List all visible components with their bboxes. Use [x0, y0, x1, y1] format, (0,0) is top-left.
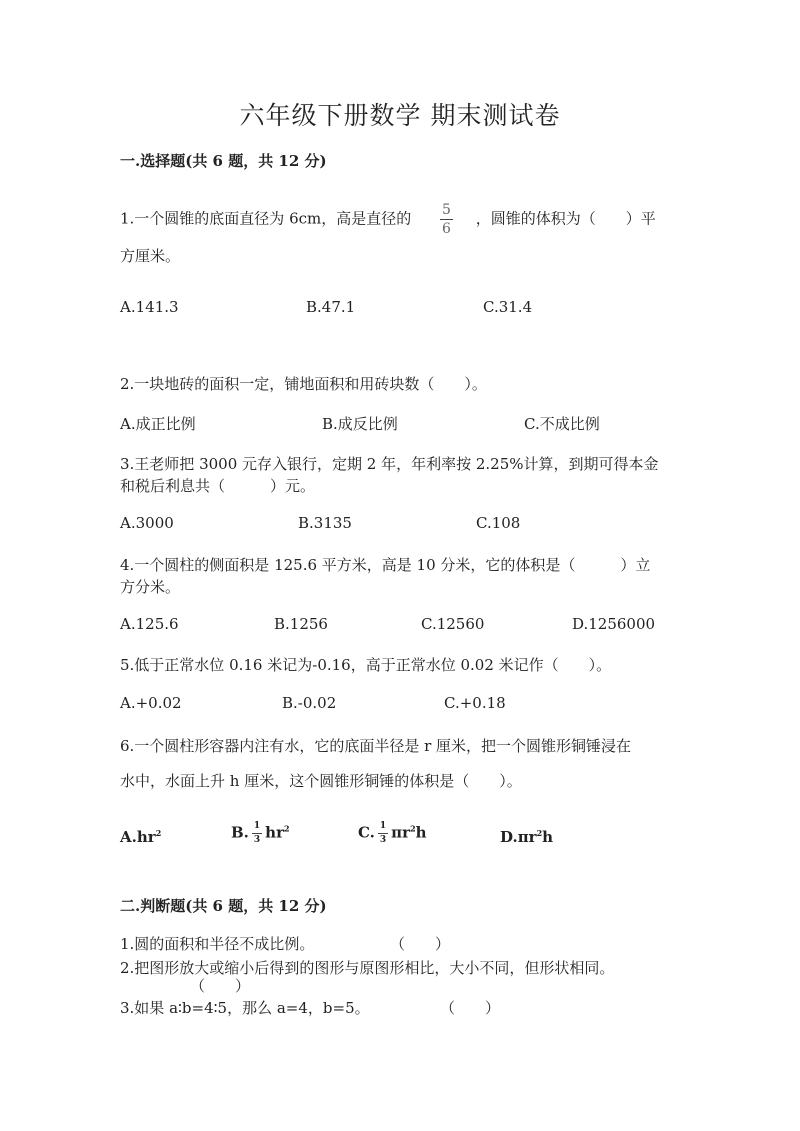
section-choice-header: 一.选择题(共 6 题，共 12 分): [120, 152, 327, 170]
fraction-one-third: [252, 822, 262, 845]
q5-option-a[interactable]: A.+0.02: [120, 694, 182, 712]
q3-option-b[interactable]: B.3135: [298, 514, 352, 532]
q4-option-b[interactable]: B.1256: [274, 615, 328, 633]
judge-item-2: 2.把图形放大或缩小后得到的图形与原图形相比，大小不同，但形状相同。: [120, 959, 615, 977]
option-prefix: B.: [231, 823, 249, 842]
q2-option-a[interactable]: A.成正比例: [120, 415, 196, 433]
page-title: 六年级下册数学 期末测试卷: [239, 101, 561, 130]
q5-option-c[interactable]: C.+0.18: [444, 694, 506, 712]
fraction-denominator: 3: [253, 835, 261, 845]
q1-option-c[interactable]: C.31.4: [483, 298, 533, 316]
q2-option-c[interactable]: C.不成比例: [524, 415, 600, 433]
fraction-numerator: 5: [442, 202, 451, 218]
exponent: 2: [283, 823, 290, 834]
question-6-line-1: 6.一个圆柱形容器内注有水，它的底面半径是 r 厘米，把一个圆锥形铜锤浸在: [120, 737, 632, 755]
question-4-line-2: 方分米。: [120, 578, 181, 596]
question-4-line-1: 4.一个圆柱的侧面积是 125.6 平方米，高是 10 分米，它的体积是（ ）立: [120, 556, 651, 574]
q6-option-b[interactable]: [231, 822, 290, 845]
question-6-line-2: 水中，水面上升 h 厘米，这个圆锥形铜锤的体积是（ ）。: [120, 772, 522, 790]
fraction-numerator: 1: [378, 822, 388, 834]
question-3-line-2: 和税后利息共（ ）元。: [120, 477, 316, 495]
q1-option-b[interactable]: B.47.1: [306, 298, 356, 316]
option-prefix: D.: [500, 828, 518, 846]
q6-option-d[interactable]: [500, 828, 553, 846]
option-expression: πr: [517, 828, 537, 846]
question-2: 2.一块地砖的面积一定，铺地面积和用砖块数（ ）。: [120, 375, 487, 393]
fraction-numerator: 1: [252, 822, 262, 834]
q4-option-a[interactable]: A.125.6: [120, 615, 179, 633]
question-1: [120, 203, 656, 236]
exponent: 2: [536, 828, 543, 838]
section-judge-header: 二.判断题(共 6 题，共 12 分): [120, 897, 327, 915]
judge-item-3: 3.如果 a∶b=4∶5，那么 a=4，b=5。: [120, 999, 370, 1017]
question-1-line-2: 方厘米。: [120, 247, 181, 265]
option-expression: hr: [136, 828, 156, 846]
judge-item-3-answer-parens[interactable]: （ ）: [440, 999, 501, 1017]
option-prefix: A.: [120, 828, 137, 846]
q1-option-a[interactable]: A.141.3: [120, 298, 179, 316]
option-expression-tail: h: [415, 823, 427, 842]
q3-option-c[interactable]: C.108: [476, 514, 521, 532]
q4-option-d[interactable]: D.1256000: [572, 615, 656, 633]
option-expression-tail: h: [542, 828, 554, 846]
fraction-five-sixths: [440, 203, 453, 236]
option-expression: hr: [265, 823, 284, 842]
q2-option-b[interactable]: B.成反比例: [322, 415, 398, 433]
question-1-text-a: 1.一个圆锥的底面直径为 6cm，高是直径的: [120, 209, 412, 228]
exponent: 2: [155, 828, 162, 838]
q5-option-b[interactable]: B.-0.02: [282, 694, 337, 712]
q6-option-c[interactable]: [358, 822, 427, 845]
fraction-denominator: 3: [379, 835, 387, 845]
option-prefix: C.: [358, 823, 375, 842]
q4-option-c[interactable]: C.12560: [421, 615, 485, 633]
question-1-text-b: ，圆锥的体积为（ ）平: [475, 209, 656, 228]
judge-item-2-answer-parens[interactable]: （ ）: [190, 977, 251, 995]
q3-option-a[interactable]: A.3000: [120, 514, 174, 532]
question-3-line-1: 3.王老师把 3000 元存入银行，定期 2 年，年利率按 2.25%计算，到期可得本金: [120, 455, 659, 473]
question-5: 5.低于正常水位 0.16 米记为-0.16，高于正常水位 0.02 米记作（ ）。: [120, 656, 612, 674]
judge-item-1-answer-parens[interactable]: （ ）: [390, 935, 451, 953]
exponent: 2: [410, 823, 416, 834]
fraction-one-third: [378, 822, 388, 845]
option-expression: πr: [391, 823, 411, 842]
fraction-denominator: 6: [442, 221, 451, 237]
judge-item-1: 1.圆的面积和半径不成比例。: [120, 935, 315, 953]
q6-option-a[interactable]: [120, 828, 161, 846]
